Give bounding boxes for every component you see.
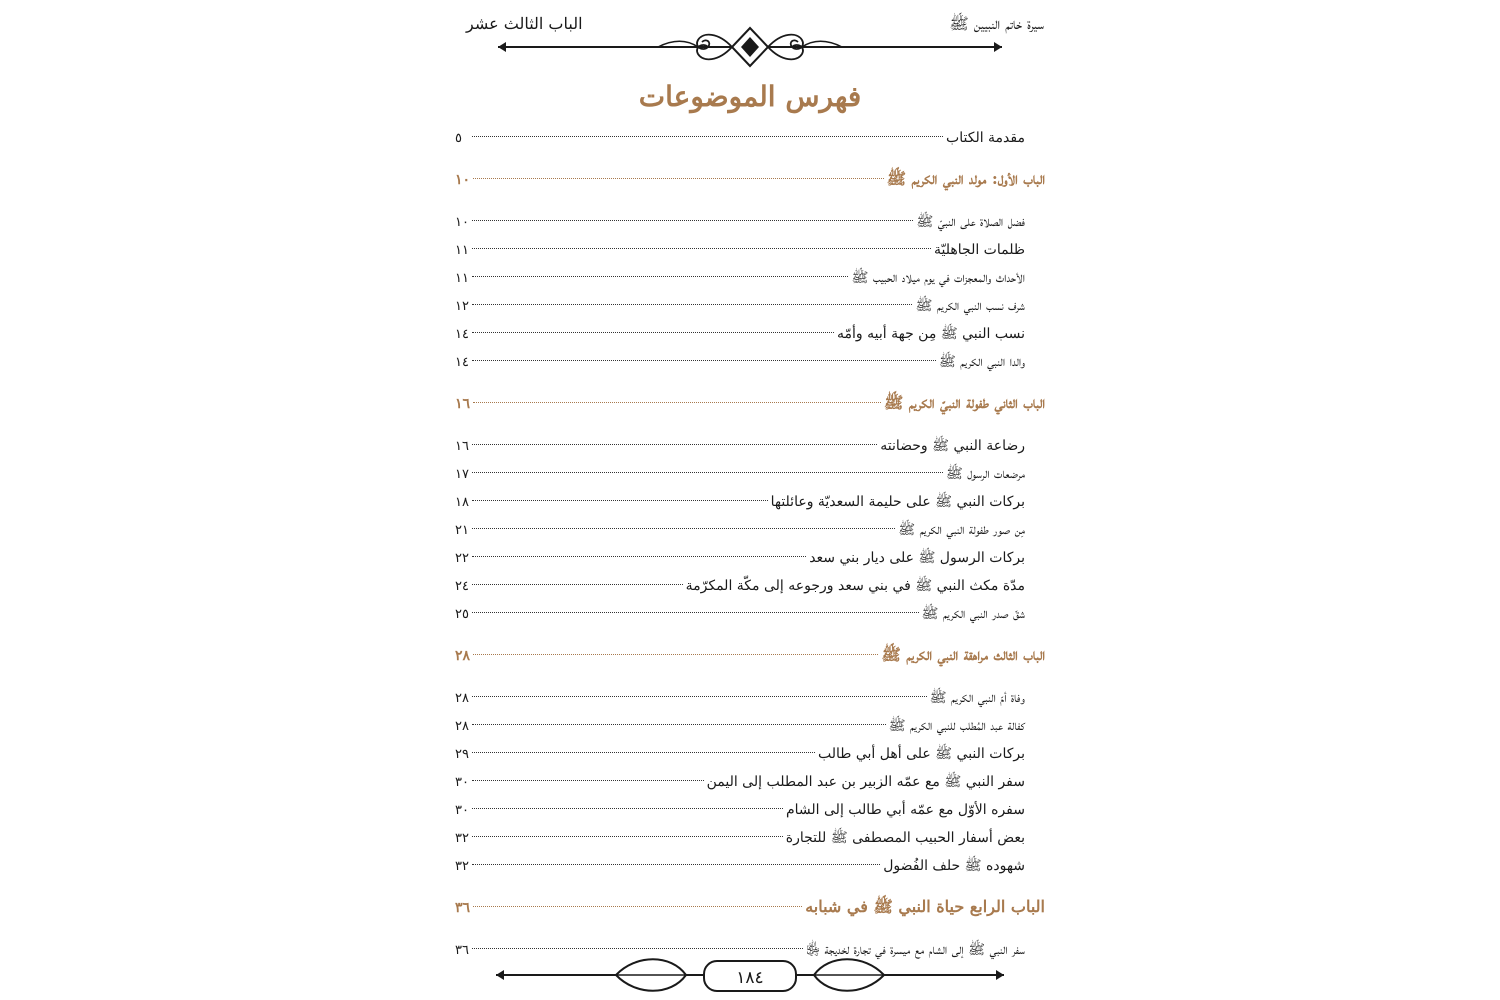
toc-item[interactable]	[455, 796, 1045, 824]
dot-leader	[472, 528, 895, 529]
toc-item[interactable]	[455, 292, 1045, 320]
toc-item-page: ٢٤	[455, 579, 469, 594]
dot-leader	[472, 752, 815, 753]
toc-item[interactable]	[455, 348, 1045, 376]
toc-item-page: ١٢	[455, 299, 469, 314]
toc-item-label: مرضعات الرسول ﷺ	[945, 466, 1025, 482]
dot-leader	[472, 948, 803, 949]
chapter-page: ١٦	[455, 396, 471, 412]
toc-item-page: ٢٥	[455, 607, 469, 622]
chapter-heading: الباب الرابع حياة النبي ﷺ في شبابه	[805, 897, 1045, 916]
chapter-page: ٣٦	[455, 900, 471, 916]
dot-leader	[472, 276, 848, 277]
dot-leader	[472, 584, 683, 585]
toc-item-label: نسب النبي ﷺ مِن جهة أبيه وأمّه	[837, 326, 1025, 342]
toc-item-label: مدّة مكث النبي ﷺ في بني سعد ورجوعه إلى مكّة المكرّمة	[685, 578, 1025, 594]
toc-item[interactable]	[455, 852, 1045, 880]
dot-leader	[472, 696, 927, 697]
dot-leader	[472, 836, 783, 837]
dot-leader	[472, 556, 806, 557]
toc-item[interactable]	[455, 740, 1045, 768]
toc-item-label: شقّ صدر النبي الكريم ﷺ	[921, 606, 1025, 622]
toc-item-page: ٣٠	[455, 803, 469, 818]
toc-item-label: بعض أسفار الحبيب المصطفى ﷺ للتجارة	[785, 830, 1025, 846]
toc-item[interactable]	[455, 264, 1045, 292]
toc-item-label: بركات النبي ﷺ على حليمة السعديّة وعائلتها	[770, 494, 1025, 510]
running-header-chapter: الباب الثالث عشر	[466, 14, 583, 33]
chapter-heading: الباب الأول: مولد النبي الكريم ﷺ	[886, 169, 1045, 188]
toc-item-label: كفالة عبد المُطلب للنبي الكريم ﷺ	[888, 718, 1025, 734]
toc-item-page: ٢٩	[455, 747, 469, 762]
toc-chapter-1[interactable]	[455, 164, 1045, 194]
toc-item-page: ٣٢	[455, 859, 469, 874]
toc-item-label: والدا النبي الكريم ﷺ	[938, 354, 1025, 370]
toc-chapter-4[interactable]	[455, 892, 1045, 922]
dot-leader	[473, 178, 884, 179]
dot-leader	[472, 500, 768, 501]
toc-item-label: الأحداث والمعجزات في يوم ميلاد الحبيب ﷺ	[851, 270, 1025, 286]
header-ornament	[498, 22, 1002, 72]
toc-item-page: ٣٦	[455, 943, 469, 958]
toc-item[interactable]	[455, 516, 1045, 544]
dot-leader	[472, 724, 886, 725]
chapter-page: ٢٨	[455, 648, 471, 664]
dot-leader	[472, 780, 704, 781]
toc-item[interactable]	[455, 824, 1045, 852]
toc-item-page: ١٤	[455, 327, 469, 342]
dot-leader	[473, 654, 878, 655]
toc-item[interactable]	[455, 432, 1045, 460]
dot-leader	[472, 332, 834, 333]
toc-item-label: سفر النبي ﷺ إلى الشام مع ميسرة في تجارة لخديجة ﵂	[805, 942, 1025, 958]
toc-item-page: ٢١	[455, 523, 469, 538]
toc-item-label: شهوده ﷺ حلف الفُضول	[883, 858, 1025, 874]
dot-leader	[472, 808, 783, 809]
toc-item-page: ٢٨	[455, 719, 469, 734]
dot-leader	[472, 304, 912, 305]
toc-intro-row[interactable]	[455, 124, 1045, 152]
table-of-contents	[455, 124, 1045, 964]
dot-leader	[472, 444, 877, 445]
toc-item-page: ٢٨	[455, 691, 469, 706]
toc-item-page: ١٨	[455, 495, 469, 510]
toc-item-page: ١٦	[455, 439, 469, 454]
dot-leader	[472, 220, 913, 221]
running-header-book-title: سيرة خاتم النبيين ﷺ	[949, 14, 1044, 33]
dot-leader	[472, 360, 936, 361]
chapter-page: ١٠	[455, 172, 471, 188]
dot-leader	[472, 612, 919, 613]
toc-item-label: ظلمات الجاهليّة	[934, 242, 1025, 258]
toc-item-page: ١٧	[455, 467, 469, 482]
chapter-heading: الباب الثالث مراهقة النبي الكريم ﷺ	[881, 645, 1045, 664]
toc-chapter-2[interactable]	[455, 388, 1045, 418]
toc-item-label: وفاة أمّ النبي الكريم ﷺ	[929, 690, 1025, 706]
page-number: ١٨٤	[703, 960, 797, 992]
toc-item-label: شرف نسب النبي الكريم ﷺ	[915, 298, 1025, 314]
toc-item[interactable]	[455, 600, 1045, 628]
toc-intro-page: ٥	[455, 131, 462, 146]
toc-item-page: ١٠	[455, 215, 469, 230]
toc-item[interactable]	[455, 236, 1045, 264]
toc-item[interactable]	[455, 208, 1045, 236]
toc-item[interactable]	[455, 488, 1045, 516]
toc-item-page: ٣٢	[455, 831, 469, 846]
toc-item-label: سفره الأوّل مع عمّه أبي طالب إلى الشام	[785, 802, 1025, 818]
toc-item[interactable]	[455, 684, 1045, 712]
dot-leader	[472, 472, 943, 473]
toc-item-label: بركات النبي ﷺ على أهل أبي طالب	[817, 746, 1025, 762]
toc-item-page: ١٤	[455, 355, 469, 370]
toc-intro-label: مقدمة الكتاب	[946, 130, 1025, 146]
toc-item[interactable]	[455, 768, 1045, 796]
toc-item[interactable]	[455, 572, 1045, 600]
toc-item-label: مِن صور طفولة النبي الكريم ﷺ	[898, 522, 1025, 538]
dot-leader	[472, 248, 931, 249]
toc-item[interactable]	[455, 712, 1045, 740]
dot-leader	[472, 136, 943, 137]
toc-item-label: بركات الرسول ﷺ على ديار بني سعد	[809, 550, 1025, 566]
toc-item-label: رضاعة النبي ﷺ وحضانته	[880, 438, 1025, 454]
toc-item-label: سفر النبي ﷺ مع عمّه الزبير بن عبد المطلب إلى اليمن	[706, 774, 1025, 790]
toc-chapter-3[interactable]	[455, 640, 1045, 670]
toc-item-label: فضل الصلاة على النبيّ ﷺ	[916, 214, 1025, 230]
toc-item-page: ١١	[455, 271, 469, 286]
chapter-heading: الباب الثاني طفولة النبيّ الكريم ﷺ	[883, 393, 1045, 412]
dot-leader	[473, 402, 881, 403]
dot-leader	[473, 906, 802, 907]
toc-item[interactable]	[455, 544, 1045, 572]
toc-item[interactable]	[455, 320, 1045, 348]
page-title: فهرس الموضوعات	[638, 80, 862, 113]
dot-leader	[472, 864, 880, 865]
toc-item-page: ٢٢	[455, 551, 469, 566]
toc-item[interactable]	[455, 460, 1045, 488]
toc-item-page: ١١	[455, 243, 469, 258]
toc-item-page: ٣٠	[455, 775, 469, 790]
